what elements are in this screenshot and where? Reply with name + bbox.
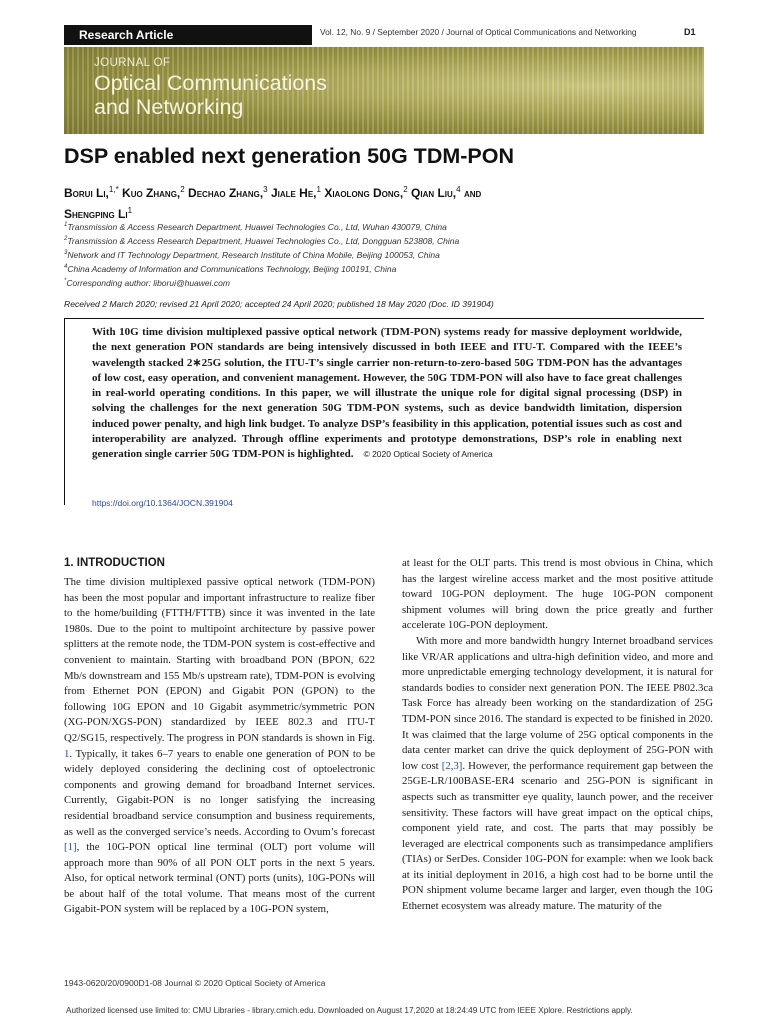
body-paragraph: at least for the OLT parts. This trend is most obvious in China, which has the largest wireline access market and the most positive attitude toward 10G-PON deployment. The huge 10G-PON component shipment volumes will bring down the price greatly and further accelerate 10G-PON deployment. — [402, 557, 713, 632]
author-list — [64, 181, 714, 223]
journal-name-line2: Optical Communications — [94, 71, 328, 95]
author-conjunction: and — [463, 186, 482, 200]
figure-reference[interactable]: 1 — [64, 747, 70, 760]
author: Borui Li,$^{1,*}$ — [64, 185, 119, 200]
body-column-right — [402, 556, 713, 915]
paper-title: DSP enabled next generation 50G TDM-PON — [64, 144, 514, 168]
affiliation: $^3$Network and IT Technology Department, Research Institute of China Mobile, Beijing 100053, China — [64, 250, 440, 260]
affiliation: $^2$Transmission & Access Research Department, Huawei Technologies Co., Ltd, Dongguan 523808, China — [64, 236, 460, 246]
section-heading: 1. INTRODUCTION — [64, 557, 165, 569]
license-footer: Authorized licensed use limited to: CMU Libraries - library.cmich.edu. Downloaded on August 17,2020 at 18:24:49 UTC from IEEE Xplore. Restrictions apply. — [66, 1006, 633, 1015]
volume-info: Vol. 12, No. 9 / September 2020 / Journal of Optical Communications and Networking — [320, 27, 637, 37]
affiliation: $^4$China Academy of Information and Communications Technology, Beijing 100191, China — [64, 264, 397, 274]
author: Kuo Zhang,$^2$ — [122, 185, 185, 200]
author: Dechao Zhang,$^3$ — [188, 185, 268, 200]
author: Qian Liu,$^4$ — [411, 185, 461, 200]
journal-name-line1: JOURNAL OF — [94, 57, 171, 69]
article-type-label: Research Article — [64, 25, 312, 45]
author: Xiaolong Dong,$^2$ — [324, 185, 408, 200]
author: Shengping Li$^1$ — [64, 206, 133, 221]
doi-link[interactable]: https://doi.org/10.1364/JOCN.391904 — [92, 498, 233, 508]
journal-name-line3: and Networking — [94, 95, 244, 119]
copyright-notice: © 2020 Optical Society of America — [363, 449, 493, 460]
affiliation: $^1$Transmission & Access Research Department, Huawei Technologies Co., Ltd, Wuhan 430079, China — [64, 222, 447, 232]
body-paragraph: The time division multiplexed passive optical network (TDM-PON) has been the most popular and important infrastructure to realize fiber to the home/building (FTTH/FTTB) since it was invented in the late 1980s. Due to the point to multipoint architecture by passive power splitters at the remote node, the TDM-PON system is cost-effective and convenient to maintain. Starting with broadband PON (BPON, 622 Mb/s downstream and 155 Mb/s upstream rate), TDM-PON is evolving from Ethernet PON (EPON) and Gigabit PON (GPON) to the following 10G EPON and 10 Gigabit asymmetric/symmetric PON (XG-PON/XGS-PON) standardized by IEEE 802.3 and ITU-T Q2/SG15, respectively. The progress in PON standards is shown in Fig. 1. Typically, it takes 6–7 years to enable one generation of PON to be widely deployed considering the declining cost of optoelectronic components and growing demand for broadband Internet services. Currently, Gigabit-PON is no longer satisfying the increasing residential broadband service consumption and business requirements, as well as the converged service’s needs. According to Ovum’s forecast [1], the 10G-PON optical line terminal (OLT) port volume will approach more than 90% of all PON OLT ports in the next 5 years. Also, for optical network terminal (ONT) ports (units), 10G-PONs will be about half of the total volume. That means most of the current Gigabit-PON system will be replaced by a 10G-PON system, — [64, 576, 375, 916]
corresponding-author: *Corresponding author: liborui@huawei.com — [64, 278, 230, 288]
journal-banner — [64, 47, 704, 134]
abstract-text: With 10G time division multiplexed passive optical network (TDM-PON) systems ready for massive deployment worldwide, the next generation PON standards are being intensively discussed in both IEEE and ITU-T. Compared with the IEEE’s wavelength stacked 2∗25G solution, the ITU-T’s single carrier non-return-to-zero-based 50G TDM-PON has the advantages of low cost, easy operation, and convenient management. However, the 50G TDM-PON will also have to face great challenges in real-world operating conditions. In this paper, we will illustrate the unique role for digital signal processing (DSP) in solving the challenges for the next generation 50G TDM-PON systems, such as device bandwidth limitation, dispersion induced power penalty, and high link budget. To analyze DSP’s feasibility in this application, potential issues such as cost and interoperability are analyzed. Through offline experiments and prototype demonstrations, DSP’s role in enabling next generation single carrier 50G TDM-PON is highlighted. — [92, 326, 682, 461]
journal-name — [94, 71, 327, 119]
author: Jiale He,$^1$ — [270, 185, 321, 200]
abstract — [92, 325, 682, 463]
abstract-side-rule — [64, 318, 85, 505]
issn-footer: 1943-0620/20/0900D1-08 Journal © 2020 Optical Society of America — [64, 978, 326, 988]
body-column-left — [64, 575, 375, 918]
received-dates: Received 2 March 2020; revised 21 April 2020; accepted 24 April 2020; published 18 May 2020 (Doc. ID 391904) — [64, 299, 494, 309]
body-paragraph: With more and more bandwidth hungry Internet broadband services like VR/AR applications and ultra-high definition video, and more and more unpredictable emerging technology development, it is natural for standards bodies to consider next generation PON. The IEEE P802.3ca Task Force has already been working on the standardization of 25G TDM-PON since 2016. The standard is expected to be finished in 2020. It was claimed that the large volume of 25G optical components in the data center market can drive the quick deployment of 25G-PON with low cost [2,3]. However, the performance requirement gap between the 25GE-LR/100BASE-ER4 scenario and 25G-PON is significant in aspects such as transmitter eye quality, launch power, and the receiver sensitivity. These factors will have great impact on the optical chips, component yield rate, and cost. The parts that may possibly be leveraged are electrical components such as transimpedance amplifiers (TIAs) or SerDes. Consider 10G-PON for example: when we look back at its initial deployment in 2016, a high cost had to be borne until the PON shipment volume became larger and larger, even though the 10G Ethernet ecosystem was already mature. The maturity of the — [402, 634, 713, 913]
citation-link[interactable]: [1] — [64, 841, 77, 854]
page-number: D1 — [684, 27, 696, 37]
citation-link[interactable]: [2,3] — [441, 759, 463, 772]
